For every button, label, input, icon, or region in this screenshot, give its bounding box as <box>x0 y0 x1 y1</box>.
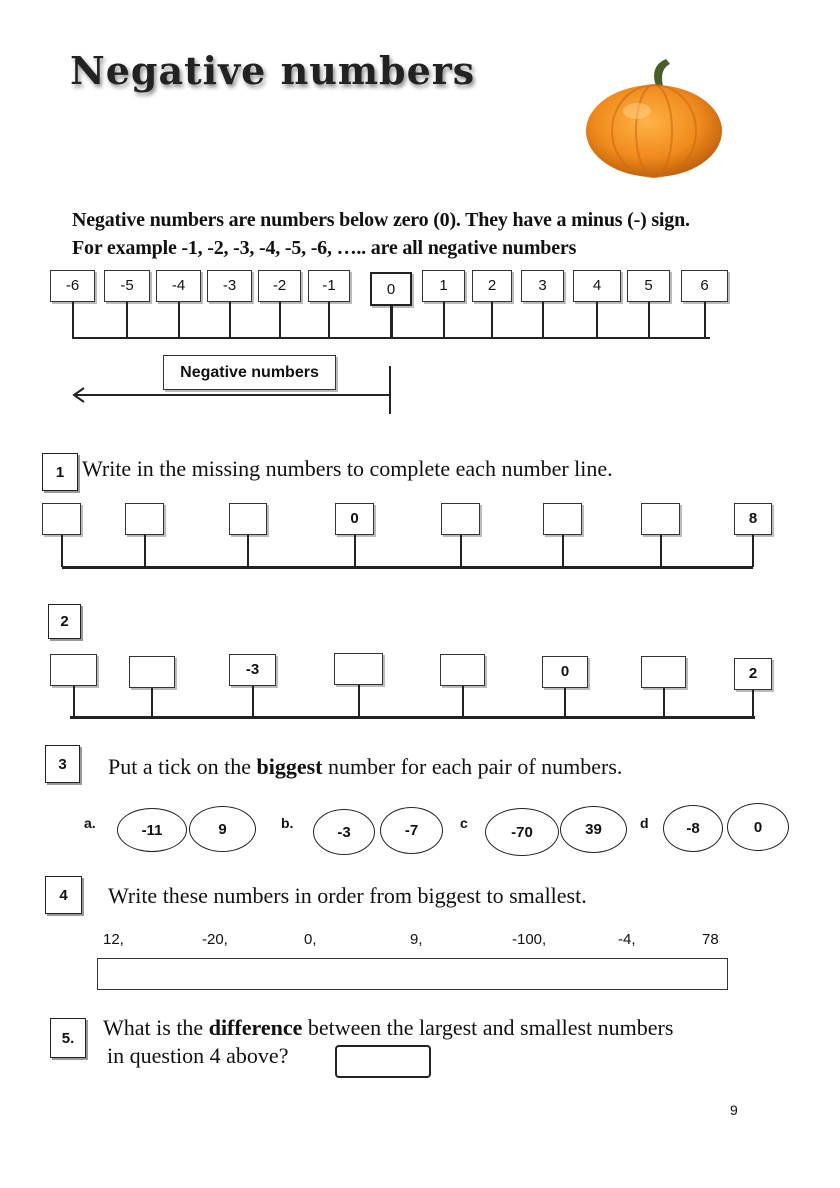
question-2-answer-tick <box>252 686 254 717</box>
example-value-box: 4 <box>573 270 621 302</box>
intro-line-2: For example -1, -2, -3, -4, -5, -6, ….. are all negative numbers <box>72 237 577 259</box>
page-title: Negative numbers <box>70 48 476 93</box>
example-value-box: 1 <box>422 270 465 302</box>
example-value-box: 6 <box>681 270 728 302</box>
example-number-line-axis <box>72 337 710 339</box>
question-1-answer-box: 0 <box>335 503 374 535</box>
question-5-number: 5. <box>50 1018 86 1058</box>
question-4-number: 4 <box>45 876 82 914</box>
question-1-answer-box[interactable] <box>641 503 680 535</box>
question-2-answer-tick <box>663 688 665 717</box>
order-number: 12, <box>103 931 124 948</box>
pair-d-label: d <box>640 815 649 831</box>
pair-b-label: b. <box>281 815 294 831</box>
question-1-number: 1 <box>42 453 78 491</box>
question-2-answer-tick <box>752 690 754 717</box>
pumpkin-image <box>582 56 727 181</box>
example-value-box: 0 <box>370 272 412 306</box>
question-2-axis <box>70 716 755 719</box>
question-2-answer-box: 2 <box>734 658 772 690</box>
example-value-box: -3 <box>207 270 252 302</box>
pair-b-option-2[interactable]: -7 <box>380 807 443 854</box>
example-value-tick <box>390 306 393 338</box>
pair-c-option-1[interactable]: -70 <box>485 808 559 856</box>
pair-a-option-2[interactable]: 9 <box>189 806 256 852</box>
page-number: 9 <box>730 1102 738 1118</box>
example-value-box: 3 <box>521 270 564 302</box>
question-2-answer-tick <box>151 688 153 717</box>
question-2-answer-tick <box>358 685 360 717</box>
question-1-answer-box[interactable] <box>42 503 81 535</box>
question-1-answer-tick <box>144 535 146 567</box>
question-1-answer-tick <box>562 535 564 567</box>
question-2-answer-box: 0 <box>542 656 588 688</box>
example-value-tick <box>491 302 493 338</box>
example-value-tick <box>229 302 231 338</box>
question-2-answer-box[interactable] <box>50 654 97 686</box>
question-1-answer-tick <box>247 535 249 567</box>
question-1-text: Write in the missing numbers to complete each number line. <box>82 456 613 481</box>
pair-d-option-1[interactable]: -8 <box>663 805 723 852</box>
question-2-answer-tick <box>73 686 75 717</box>
pair-b-option-1[interactable]: -3 <box>313 809 375 855</box>
intro-line-1: Negative numbers are numbers below zero (0). They have a minus (-) sign. <box>72 209 690 231</box>
example-value-box: 2 <box>472 270 512 302</box>
example-value-box: 5 <box>627 270 670 302</box>
question-2-answer-tick <box>564 688 566 717</box>
example-value-tick <box>72 302 74 338</box>
example-value-tick <box>178 302 180 338</box>
question-1-answer-tick <box>752 535 754 567</box>
question-2-answer-box[interactable] <box>334 653 383 685</box>
difference-answer-box[interactable] <box>335 1045 431 1078</box>
order-answer-box[interactable] <box>97 958 728 990</box>
negative-numbers-label: Negative numbers <box>163 355 336 390</box>
question-5-text-line-2: in question 4 above? <box>107 1043 289 1068</box>
example-value-tick <box>126 302 128 338</box>
question-2-answer-box[interactable] <box>440 654 485 686</box>
question-3-text: Put a tick on the biggest number for each pair of numbers. <box>108 754 623 779</box>
order-number: -100, <box>512 931 547 948</box>
question-5-text: What is the difference between the largest and smallest numbers <box>103 1015 674 1040</box>
order-number: -20, <box>202 931 228 948</box>
question-2-answer-tick <box>462 686 464 717</box>
example-value-tick <box>648 302 650 338</box>
question-4-text: Write these numbers in order from biggest to smallest. <box>108 883 587 908</box>
question-1-answer-box[interactable] <box>125 503 164 535</box>
question-2-number: 2 <box>48 604 81 639</box>
question-2-answer-box[interactable] <box>129 656 175 688</box>
example-value-tick <box>328 302 330 338</box>
question-2-answer-box[interactable] <box>641 656 686 688</box>
question-2-answer-box: -3 <box>229 654 276 686</box>
question-1-answer-tick <box>61 535 63 567</box>
question-1-answer-box: 8 <box>734 503 772 535</box>
example-value-tick <box>704 302 706 338</box>
question-1-axis <box>62 566 753 569</box>
question-3-number: 3 <box>45 745 80 783</box>
order-number: -4, <box>618 931 636 948</box>
order-number: 9, <box>410 931 423 948</box>
example-value-box: -5 <box>104 270 150 302</box>
pair-a-option-1[interactable]: -11 <box>117 808 187 852</box>
example-value-tick <box>443 302 445 338</box>
example-value-tick <box>542 302 544 338</box>
example-value-box: -1 <box>308 270 350 302</box>
pair-c-option-2[interactable]: 39 <box>560 806 627 853</box>
pair-c-label: c <box>460 815 468 831</box>
left-arrow-icon <box>68 386 393 404</box>
order-number: 78 <box>702 931 719 948</box>
order-number: 0, <box>304 931 317 948</box>
example-value-box: -6 <box>50 270 95 302</box>
pair-d-option-2[interactable]: 0 <box>727 803 789 851</box>
pair-a-label: a. <box>84 815 96 831</box>
question-1-answer-tick <box>660 535 662 567</box>
example-value-tick <box>596 302 598 338</box>
example-value-tick <box>279 302 281 338</box>
question-1-answer-tick <box>460 535 462 567</box>
question-1-answer-box[interactable] <box>441 503 480 535</box>
example-value-box: -2 <box>258 270 301 302</box>
question-1-answer-tick <box>354 535 356 567</box>
question-1-answer-box[interactable] <box>543 503 582 535</box>
question-1-answer-box[interactable] <box>229 503 267 535</box>
example-value-box: -4 <box>156 270 201 302</box>
